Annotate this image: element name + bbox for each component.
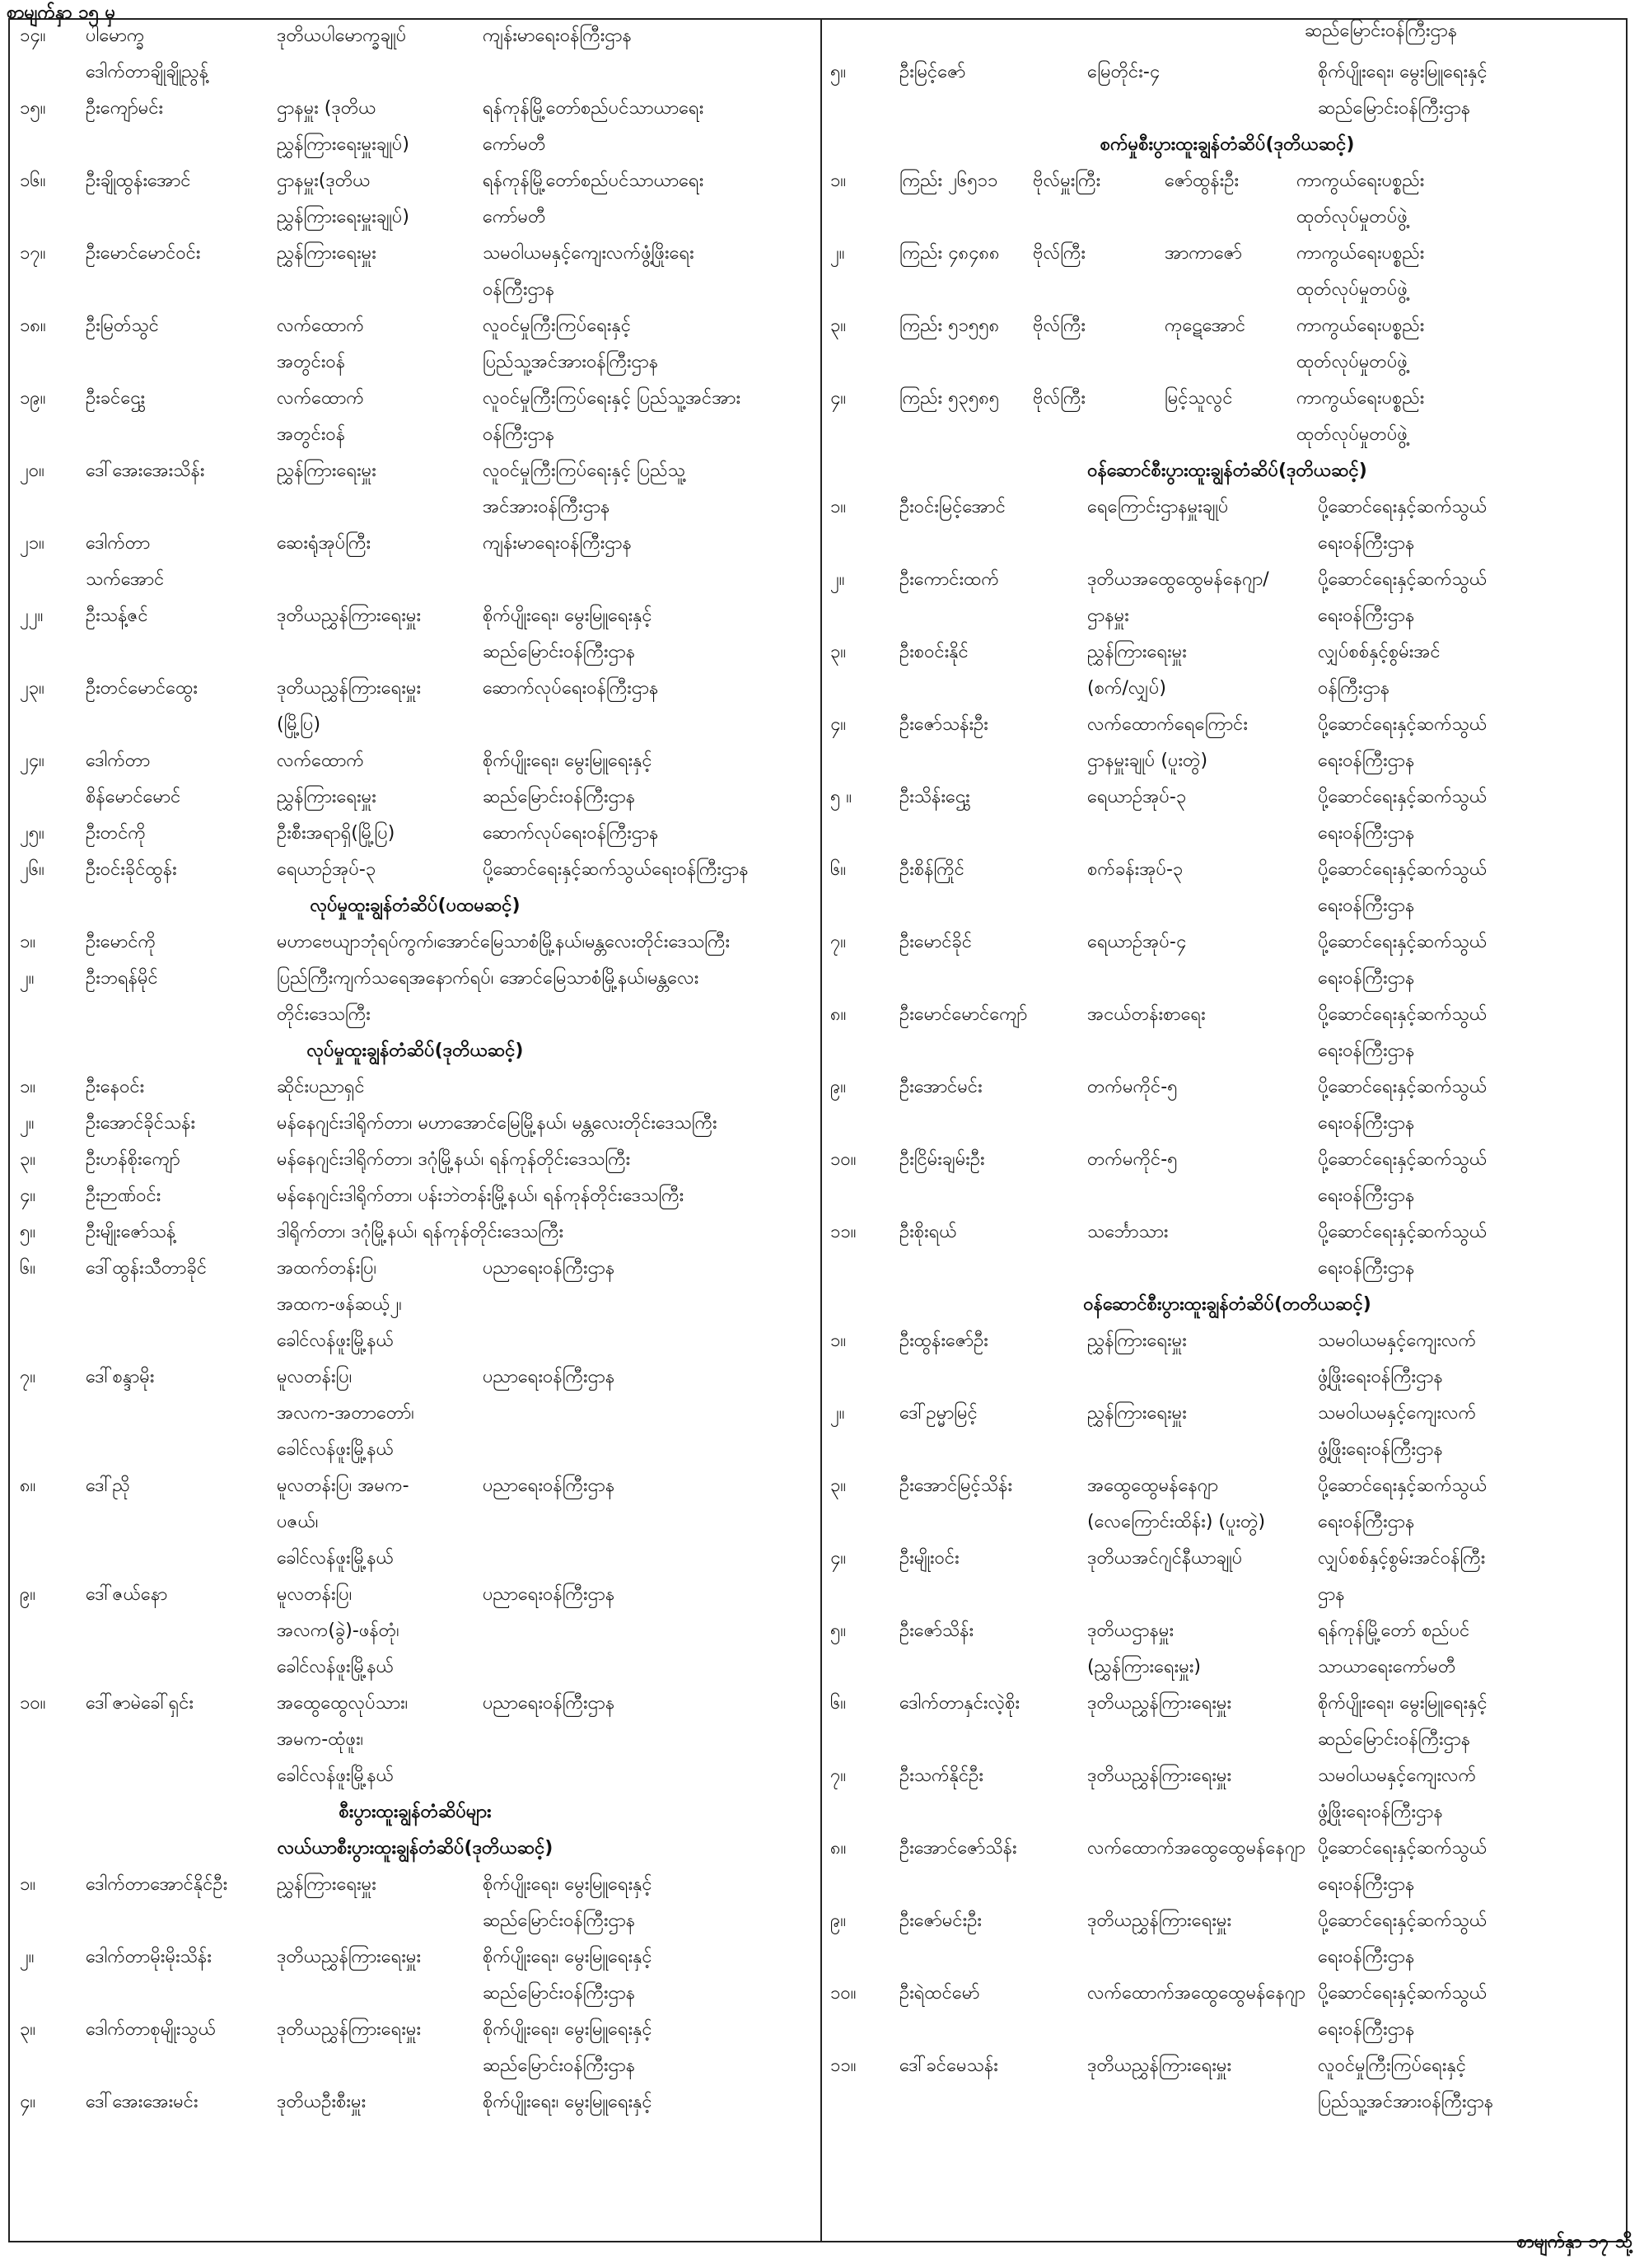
cell-name: ဒေါ်အေးအေးမင်း (86, 2092, 198, 2112)
cell-pos: လက်ထောက် ညွှန်ကြားရေးမှူး (277, 751, 376, 807)
table-row (830, 1686, 1624, 1758)
cell-name: ဒေါ်ဥမ္မာမြင့် (899, 1403, 978, 1424)
cell-dept: ရန်ကုန်မြို့တော်စည်ပင်သာယာရေး ကော်မတီ (483, 98, 704, 155)
table-row (20, 671, 810, 743)
table-row (830, 2048, 1624, 2121)
cell-no: ၂၆။ (20, 859, 44, 880)
cell-no: ၉။ (830, 1910, 847, 1931)
table-row (830, 381, 1624, 453)
table-row (830, 1142, 1624, 1214)
cell-dept: သမဝါယမနှင့်ကျေးလက် ဖွံ့ဖြိုးရေးဝန်ကြီးဌာန (1318, 1765, 1477, 1822)
cell-name: ဦးသက်နိုင်ဦး (899, 1765, 983, 1786)
cell-pos: ညွှန်ကြားရေးမှူး (277, 243, 376, 264)
cell-pos: မြေတိုင်း-၄ (1087, 62, 1161, 82)
cell-pos: ဒုတိယညွှန်ကြားရေးမှူး (1087, 2055, 1232, 2076)
cell-dept: ရန်ကုန်မြို့တော် စည်ပင် သာယာရေးကော်မတီ (1318, 1620, 1470, 1677)
left-column (20, 18, 810, 2121)
cell-dept: ပို့ဆောင်ရေးနှင့်ဆက်သွယ် ရေးဝန်ကြီးဌာန (1318, 569, 1488, 626)
cell-dept: လူဝင်မှုကြီးကြပ်ရေးနှင့် ပြည်သူ့အင်အားဝန်ကြီးဌာန (483, 316, 659, 372)
cell-dept: ကျန်းမာရေးဝန်ကြီးဌာန (483, 533, 632, 554)
table-row (830, 1396, 1624, 1468)
cell-name: ဦးချိုထွန်းအောင် (86, 171, 191, 191)
table-row (20, 236, 810, 308)
column-divider (820, 18, 822, 2242)
cell-dept: လူဝင်မှုကြီးကြပ်ရေးနှင့် ပြည်သူ့အင်အား ဝန်ကြီးဌာန (483, 388, 741, 445)
cell-no: ၅ ။ (830, 787, 852, 807)
cell-name: ဦးသန့်ဇင် (86, 606, 148, 626)
cell-dept: ကာကွယ်ရေးပစ္စည်း ထုတ်လုပ်မှုတပ်ဖွဲ့ (1296, 171, 1425, 227)
spacer-top (830, 18, 1624, 54)
table-row (830, 1214, 1624, 1287)
cell-dept: ပို့ဆောင်ရေးနှင့်ဆက်သွယ် ရေးဝန်ကြီးဌာန (1318, 1475, 1488, 1532)
cell-name: ဦးကျော်မင်း (86, 98, 164, 119)
table-row (20, 1142, 810, 1178)
cell-pos: ညွှန်ကြားရေးမှူး (1087, 1330, 1187, 1351)
cell-id: ကြည်း ၂၆၅၁၁ (899, 171, 998, 191)
cell-no: ၁၈။ (20, 316, 46, 336)
table-row (830, 1976, 1624, 2048)
cell-pos: ရေယာဉ်အုပ်-၃ (277, 859, 376, 880)
cell-no: ၃။ (20, 1149, 36, 1170)
cell-dept: စိုက်ပျိုးရေး၊ မွေးမြူရေးနှင့် ဆည်မြောင်းဝန်ကြီးဌာန (483, 2019, 652, 2076)
table-row (830, 1468, 1624, 1541)
cell-name: ဦးဝင်းမြင့်အောင် (899, 497, 1006, 517)
cell-pos: ဒုတိယညွှန်ကြားရေးမှူး (1087, 1765, 1232, 1786)
cell-pos: စက်ခန်းအုပ်-၃ (1087, 859, 1184, 880)
table-row (830, 1069, 1624, 1142)
cell-name: ဦးထွန်းဇော်ဦး (899, 1330, 988, 1351)
continued-to: စာမျက်နှာ ၁၇ သို့ (1516, 2232, 1632, 2252)
cell-dept: သမဝါယမနှင့်ကျေးလက် ဖွံ့ဖြိုးရေးဝန်ကြီးဌာန (1318, 1403, 1477, 1460)
cell-name: ဒေါ်ဇာမဲခေါ်ရှင်း (86, 1693, 194, 1714)
table-row (20, 1178, 810, 1214)
cell-no: ၂၅။ (20, 823, 44, 844)
cell-no: ၈။ (830, 1838, 847, 1859)
cell-no: ၂။ (830, 243, 845, 264)
cell-dept: ရန်ကုန်မြို့တော်စည်ပင်သာယာရေး ကော်မတီ (483, 171, 704, 227)
cell-name: ဦးခင်ဌွေး (86, 388, 146, 409)
cell-dept: ပို့ဆောင်ရေးနှင့်ဆက်သွယ် ရေးဝန်ကြီးဌာန (1318, 932, 1488, 989)
cell-desc: မန်နေဂျင်းဒါရိုက်တာ၊ မဟာအောင်မြေမြို့နယ်၊ မန္တလေးတိုင်းဒေသကြီး (277, 1113, 717, 1134)
table-row (20, 743, 810, 816)
cell-no: ၁။ (830, 497, 847, 517)
cell-pos: ဦးစီးအရာရှိ(မြို့ပြ) (277, 823, 395, 844)
cell-name: ဦးစိန်ကြိုင် (899, 859, 964, 880)
cell-pos: အငယ်တန်းစာရေး (1087, 1004, 1206, 1025)
cell-name: ဒေါက်တာနှင်းလဲ့စိုး (899, 1693, 1020, 1714)
cell-name: ဦးအောင်မြင့်သိန်း (899, 1475, 1013, 1496)
table-row (20, 1214, 810, 1251)
cell-dept: စိုက်ပျိုးရေး၊ မွေးမြူရေးနှင့် ဆည်မြောင်းဝန်ကြီးဌာန (483, 751, 652, 807)
cell-name: ဒေါ်ဇယ်နော (86, 1584, 168, 1605)
cell-dept: ပို့ဆောင်ရေးနှင့်ဆက်သွယ် ရေးဝန်ကြီးဌာန (1318, 1910, 1488, 1967)
cell-dept: ပို့ဆောင်ရေးနှင့်ဆက်သွယ် ရေးဝန်ကြီးဌာန (1318, 1149, 1488, 1206)
cell-desc: မဟာဗေယျာဘုံရပ်ကွက်၊အောင်မြေသာစံမြို့နယ်၊မန္တလေးတိုင်းဒေသကြီး (277, 932, 731, 952)
cell-pos: ညွှန်ကြားရေးမှူး (277, 461, 376, 481)
cell-no: ၁၁။ (830, 1222, 857, 1242)
cell-pos: ဒုတိယဌာနမှူး (ညွှန်ကြားရေးမှူး) (1087, 1620, 1201, 1677)
cell-pos: လက်ထောက် အတွင်းဝန် (277, 388, 364, 445)
cell-dept: ပညာရေးဝန်ကြီးဌာန (483, 1584, 615, 1605)
cell-pos: မူလတန်းပြ၊ အမက- ပဇယ်၊ ခေါင်လန်ဖူးမြို့နယ် (277, 1475, 409, 1569)
cell-rank: ဗိုလ်ကြီး (1033, 316, 1086, 336)
cell-id: ကြည်း ၄၈၄၈၈ (899, 243, 1000, 264)
cell-pos: ဒုတိယညွှန်ကြားရေးမှူး (1087, 1693, 1232, 1714)
cell-id: ကြည်း ၅၁၅၅၈ (899, 316, 1000, 336)
cell-dept: စိုက်ပျိုးရေး၊ မွေးမြူရေးနှင့် ဆည်မြောင်းဝန်ကြီးဌာန (1318, 62, 1488, 119)
cell-desc: မန်နေဂျင်းဒါရိုက်တာ၊ ဒဂုံမြို့နယ်၊ ရန်ကုန်တိုင်းဒေသကြီး (277, 1149, 631, 1170)
table-row (830, 236, 1624, 308)
cell-no: ၂၄။ (20, 751, 44, 771)
table-row (830, 1758, 1624, 1831)
table-row (20, 598, 810, 671)
cell-no: ၇။ (830, 932, 847, 952)
cell-name: ဦးမောင်မောင်ဝင်း (86, 243, 201, 264)
cell-name: ဦးအောင်မင်း (899, 1077, 983, 1097)
cell-pos: တက်မကိုင်-၅ (1087, 1077, 1178, 1097)
cell-rank: ဗိုလ်ကြီး (1033, 388, 1086, 409)
cell-id: ကြည်း ၅၃၅၈၅ (899, 388, 1000, 409)
section-heading: ဝန်ဆောင်စီးပွားထူးချွန်တံဆိပ်(တတိယဆင့်) (1083, 1294, 1371, 1315)
cell-name: ဦးနေဝင်း (86, 1077, 145, 1097)
cell-pos: ရေယာဉ်အုပ်-၃ (1087, 787, 1187, 807)
cell-no: ၂၃။ (20, 678, 44, 699)
cell-no: ၄။ (830, 388, 847, 409)
section-heading: စက်မှုစီးပွားထူးချွန်တံဆိပ်(ဒုတိယဆင့်) (1100, 134, 1355, 155)
cell-name: ဒေါက်တာ သက်အောင် (86, 533, 165, 590)
cell-name: ဒေါက်တာအောင်နိုင်ဦး (86, 1874, 228, 1895)
table-row (830, 997, 1624, 1069)
cell-name: ဦးဇော်မင်းဦး (899, 1910, 983, 1931)
cell-name: ဒေါက်တာ စိန်မောင်မောင် (86, 751, 181, 807)
cell-dept: သမဝါယမနှင့်ကျေးလက်ဖွံ့ဖြိုးရေး ဝန်ကြီးဌာန (483, 243, 694, 300)
cell-name: ဒေါ်အေးအေးသိန်း (86, 461, 205, 481)
cell-dept: ပို့ဆောင်ရေးနှင့်ဆက်သွယ် ရေးဝန်ကြီးဌာန (1318, 714, 1488, 771)
cell-no: ၂၂။ (20, 606, 44, 626)
cell-name: ဦးမောင်ကို (86, 932, 156, 952)
cell-no: ၁။ (830, 171, 847, 191)
cell-pos: ဒုတိယအင်ဂျင်နီယာချုပ် (1087, 1548, 1243, 1569)
cell-no: ၇။ (830, 1765, 847, 1786)
cell-no: ၂။ (20, 968, 35, 989)
cell-dept: ပညာရေးဝန်ကြီးဌာန (483, 1258, 615, 1279)
cell-name: ဦးမြင့်ဇော် (899, 62, 966, 82)
cell-pos: တက်မကိုင်-၅ (1087, 1149, 1178, 1170)
cell-no: ၂။ (830, 569, 845, 590)
cell-pos: ညွှန်ကြားရေးမှူး (စက်/လျှပ်) (1087, 642, 1187, 699)
cell-dept: သမဝါယမနှင့်ကျေးလက် ဖွံ့ဖြိုးရေးဝန်ကြီးဌာန (1318, 1330, 1477, 1387)
table-row (830, 634, 1624, 707)
cell-pos: အထွေထွေလုပ်သား၊ အမက-ထုံဖူး၊ ခေါင်လန်ဖူးမြို့နယ် (277, 1693, 409, 1786)
cell-name: ဦးဟန်စိုးကျော် (86, 1149, 180, 1170)
cell-dept: ပို့ဆောင်ရေးနှင့်ဆက်သွယ် ရေးဝန်ကြီးဌာန (1318, 1004, 1488, 1061)
cell-dept: ပညာရေးဝန်ကြီးဌာန (483, 1693, 615, 1714)
cell-pos: ဒုတိယဦးစီးမှူး (277, 2092, 367, 2112)
cell-dept: စိုက်ပျိုးရေး၊ မွေးမြူရေးနှင့် (483, 2092, 652, 2112)
cell-name: ဒေါက်တာစုမျိုးသွယ် (86, 2019, 217, 2040)
cell-pos: ဌာနမှူး(ဒုတိယ ညွှန်ကြားရေးမှူးချုပ်) (277, 171, 409, 227)
cell-no: ၇။ (20, 1367, 36, 1387)
cell-no: ၁၉။ (20, 388, 46, 409)
cell-no: ၃။ (830, 642, 847, 662)
table-row (20, 1939, 810, 2012)
cell-no: ၁။ (20, 932, 36, 952)
section-heading: ဝန်ဆောင်စီးပွားထူးချွန်တံဆိပ်(ဒုတိယဆင့်) (1087, 461, 1367, 481)
cell-pos: ဒုတိယအထွေထွေမန်နေဂျာ/ ဌာနမှူး (1087, 569, 1269, 626)
cell-no: ၁၅။ (20, 98, 46, 119)
cell-no: ၄။ (20, 1185, 36, 1206)
cell-pos: အထက်တန်းပြ၊ အထက-ဖန်ဆယ့်၂၊ ခေါင်လန်ဖူးမြို့နယ် (277, 1258, 402, 1351)
cell-no: ၁၇။ (20, 243, 46, 264)
cell-no: ၆။ (830, 859, 847, 880)
cell-name: ဦးတင်ကို (86, 823, 146, 844)
cell-name: ဦးဇော်သိန်း (899, 1620, 974, 1641)
cell-no: ၁၄။ (20, 26, 46, 46)
cell-no: ၂။ (20, 1113, 35, 1134)
cell-dept: ပို့ဆောင်ရေးနှင့်ဆက်သွယ် ရေးဝန်ကြီးဌာန (1318, 1077, 1488, 1134)
table-row (20, 308, 810, 381)
table-row (830, 779, 1624, 852)
table-row (830, 1613, 1624, 1686)
section-heading: လယ်ယာစီးပွားထူးချွန်တံဆိပ်(ဒုတိယဆင့်) (277, 1838, 553, 1859)
carryover-line: ဆည်မြောင်းဝန်ကြီးဌာန (1305, 21, 1458, 41)
table-row (20, 526, 810, 598)
section-heading: လုပ်မှုထူးချွန်တံဆိပ်(ပထမဆင့်) (310, 896, 521, 916)
cell-no: ၁၀။ (830, 1149, 857, 1170)
cell-dept: ပညာရေးဝန်ကြီးဌာန (483, 1367, 615, 1387)
cell-pos: သင်္ဘောသား (1087, 1222, 1169, 1242)
cell-pos: ဒုတိယညွှန်ကြားရေးမှူး (1087, 1910, 1232, 1931)
cell-name: ဦးအောင်ခိုင်သန်း (86, 1113, 196, 1134)
right-column (830, 18, 1624, 2121)
cell-dept: ကျန်းမာရေးဝန်ကြီးဌာန (483, 26, 632, 46)
table-row (20, 2012, 810, 2084)
table-row (20, 453, 810, 526)
cell-no: ၁၀။ (830, 1983, 857, 2004)
cell-pos: လက်ထောက်အထွေထွေမန်နေဂျာ (1087, 1983, 1305, 2004)
cell-pos: ရေယာဉ်အုပ်-၄ (1087, 932, 1187, 952)
cell-pos: ဒုတိယညွှန်ကြားရေးမှူး (မြို့ပြ) (277, 678, 422, 735)
cell-dept: စိုက်ပျိုးရေး၊ မွေးမြူရေးနှင့် ဆည်မြောင်းဝန်ကြီးဌာန (483, 1874, 652, 1931)
cell-desc: ပြည်ကြီးကျက်သရေအနောက်ရပ်၊ အောင်မြေသာစံမြို့နယ်၊မန္တလေး တိုင်းဒေသကြီး (277, 968, 699, 1025)
cell-no: ၄။ (20, 2092, 36, 2112)
cell-no: ၁။ (20, 1874, 36, 1895)
cell-no: ၃။ (830, 316, 847, 336)
table-row (20, 381, 810, 453)
cell-no: ၉။ (20, 1584, 36, 1605)
cell-name: ပါမောက္ခ ဒေါက်တာချိုချိုညွန့် (86, 26, 209, 82)
cell-no: ၂၀။ (20, 461, 44, 481)
cell-name: အာကာဇော် (1165, 243, 1242, 264)
cell-no: ၆။ (830, 1693, 847, 1714)
table-row (830, 489, 1624, 562)
table-row (20, 961, 810, 1033)
cell-dept: ပို့ဆောင်ရေးနှင့်ဆက်သွယ် ရေးဝန်ကြီးဌာန (1318, 1983, 1488, 2040)
cell-desc: ဒါရိုက်တာ၊ ဒဂုံမြို့နယ်၊ ရန်ကုန်တိုင်းဒေသကြီး (277, 1222, 564, 1242)
cell-dept: ပို့ဆောင်ရေးနှင့်ဆက်သွယ်ရေးဝန်ကြီးဌာန (483, 859, 749, 880)
cell-pos: ညွှန်ကြားရေးမှူး (277, 1874, 376, 1895)
cell-name: ဒေါ်စန္ဒာမိုး (86, 1367, 155, 1387)
cell-dept: ပို့ဆောင်ရေးနှင့်ဆက်သွယ် ရေးဝန်ကြီးဌာန (1318, 1222, 1488, 1279)
cell-no: ၃။ (830, 1475, 847, 1496)
cell-pos: လက်ထောက် အတွင်းဝန် (277, 316, 364, 372)
cell-name: ဦးဉာဏ်ဝင်း (86, 1185, 161, 1206)
cell-no: ၄။ (830, 1548, 847, 1569)
cell-pos: ဒုတိယပါမောက္ခချုပ် (277, 26, 407, 46)
table-row (20, 1069, 810, 1106)
cell-no: ၅။ (20, 1222, 36, 1242)
cell-dept: လျှပ်စစ်နှင့်စွမ်းအင်ဝန်ကြီး ဌာန (1318, 1548, 1486, 1605)
cell-name: ဦးဘရန်မိုင် (86, 968, 158, 989)
table-row (20, 163, 810, 236)
cell-dept: စိုက်ပျိုးရေး၊ မွေးမြူရေးနှင့် ဆည်မြောင်းဝန်ကြီးဌာန (1318, 1693, 1488, 1750)
cell-pos: ရေကြောင်းဌာနမှူးချုပ် (1087, 497, 1229, 517)
table-row (20, 18, 810, 91)
table-row (20, 1867, 810, 1939)
cell-name: ဦးစဝင်းနိုင် (899, 642, 969, 662)
cell-dept: ပညာရေးဝန်ကြီးဌာန (483, 1475, 615, 1496)
table-row (20, 924, 810, 961)
cell-name: ဒေါ်ညို (86, 1475, 130, 1496)
cell-rank: ဗိုလ်မှူးကြီး (1033, 171, 1101, 191)
cell-pos: မူလတန်းပြ၊ အလက(ခွဲ)-ဖန်တုံ၊ ခေါင်လန်ဖူးမြို့နယ် (277, 1584, 399, 1677)
cell-desc: ဆိုင်းပညာရှင် (277, 1077, 365, 1097)
table-row (20, 1577, 810, 1686)
cell-dept: ပို့ဆောင်ရေးနှင့်ဆက်သွယ် ရေးဝန်ကြီးဌာန (1318, 1838, 1488, 1895)
table-row (830, 1831, 1624, 1903)
table-row (830, 924, 1624, 997)
cell-dept: လျှပ်စစ်နှင့်စွမ်းအင် ဝန်ကြီးဌာန (1318, 642, 1441, 699)
cell-dept: လူဝင်မှုကြီးကြပ်ရေးနှင့် ပြည်သူ့အင်အားဝန်ကြီးဌာန (1318, 2055, 1494, 2112)
table-row (20, 91, 810, 163)
cell-no: ၁။ (20, 1077, 36, 1097)
section-heading: စီးပွားထူးချွန်တံဆိပ်များ (339, 1802, 492, 1822)
table-row (830, 308, 1624, 381)
cell-name: မြင့်သူလွင် (1165, 388, 1233, 409)
cell-dept: ကာကွယ်ရေးပစ္စည်း ထုတ်လုပ်မှုတပ်ဖွဲ့ (1296, 388, 1425, 445)
cell-name: ဦးရဲထင်မော် (899, 1983, 980, 2004)
cell-no: ၈။ (830, 1004, 847, 1025)
cell-name: ဦးမောင်မောင်ကျော် (899, 1004, 1028, 1025)
cell-dept: စိုက်ပျိုးရေး၊ မွေးမြူရေးနှင့် ဆည်မြောင်းဝန်ကြီးဌာန (483, 1947, 652, 2004)
cell-dept: ပို့ဆောင်ရေးနှင့်ဆက်သွယ် ရေးဝန်ကြီးဌာန (1318, 859, 1488, 916)
cell-no: ၄။ (830, 714, 847, 735)
cell-name: ဦးမောင်ခိုင် (899, 932, 973, 952)
cell-dept: ကာကွယ်ရေးပစ္စည်း ထုတ်လုပ်မှုတပ်ဖွဲ့ (1296, 243, 1425, 300)
table-row (830, 163, 1624, 236)
cell-no: ၈။ (20, 1475, 36, 1496)
cell-no: ၅။ (830, 1620, 847, 1641)
cell-name: ဒေါ်ခင်မေသန်း (899, 2055, 998, 2076)
cell-name: ဦးငြိမ်းချမ်းဦး (899, 1149, 985, 1170)
cell-pos: ဆေးရုံအုပ်ကြီး (277, 533, 371, 554)
cell-pos: လက်ထောက်ရေကြောင်း ဌာနမှူးချုပ် (ပူးတွဲ) (1087, 714, 1248, 771)
cell-pos: လက်ထောက်အထွေထွေမန်နေဂျာ (1087, 1838, 1305, 1859)
cell-dept: ကာကွယ်ရေးပစ္စည်း ထုတ်လုပ်မှုတပ်ဖွဲ့ (1296, 316, 1425, 372)
table-row (20, 1686, 810, 1794)
cell-no: ၅။ (830, 62, 847, 82)
table-row (20, 1468, 810, 1577)
cell-name: ဒေါက်တာမိုးမိုးသိန်း (86, 1947, 212, 1967)
cell-rank: ဗိုလ်ကြီး (1033, 243, 1086, 264)
table-row (20, 1106, 810, 1142)
cell-name: ဦးမြတ်သွင် (86, 316, 159, 336)
cell-name: ဦးသိန်းဌွေး (899, 787, 970, 807)
cell-dept: ပို့ဆောင်ရေးနှင့်ဆက်သွယ် ရေးဝန်ကြီးဌာန (1318, 497, 1488, 554)
cell-dept: ဆောက်လုပ်ရေးဝန်ကြီးဌာန (483, 823, 659, 844)
cell-no: ၁၁။ (830, 2055, 857, 2076)
cell-name: ဦးဝင်းခိုင်ထွန်း (86, 859, 177, 880)
cell-no: ၉။ (830, 1077, 847, 1097)
cell-name: ကုဋေအောင် (1165, 316, 1246, 336)
section-heading: လုပ်မှုထူးချွန်တံဆိပ်(ဒုတိယဆင့်) (306, 1040, 524, 1061)
cell-no: ၁၀။ (20, 1693, 46, 1714)
cell-no: ၂။ (830, 1403, 845, 1424)
cell-desc: မန်နေဂျင်းဒါရိုက်တာ၊ ပန်းဘဲတန်းမြို့နယ်၊ ရန်ကုန်တိုင်းဒေသကြီး (277, 1185, 684, 1206)
cell-pos: ဌာနမှူး (ဒုတိယ ညွှန်ကြားရေးမှူးချုပ်) (277, 98, 409, 155)
cell-name: ဇော်ထွန်းဦး (1165, 171, 1240, 191)
cell-pos: ဒုတိယညွှန်ကြားရေးမှူး (277, 606, 422, 626)
cell-name: ဦးမျိုးဇော်သန့် (86, 1222, 176, 1242)
table-row (830, 562, 1624, 634)
table-row (830, 1903, 1624, 1976)
continued-from: စာမျက်နှာ ၁၅ မှ (7, 2, 116, 23)
cell-no: ၃။ (20, 2019, 36, 2040)
cell-name: ဦးကောင်းထက် (899, 569, 999, 590)
cell-name: ဦးမျိုးဝင်း (899, 1548, 960, 1569)
table-row (20, 1359, 810, 1468)
cell-dept: ဆောက်လုပ်ရေးဝန်ကြီးဌာန (483, 678, 659, 699)
cell-pos: မူလတန်းပြ၊ အလက-အတာတော်၊ ခေါင်လန်ဖူးမြို့နယ် (277, 1367, 414, 1460)
table-row (830, 1541, 1624, 1613)
cell-no: ၂။ (20, 1947, 35, 1967)
cell-pos: အထွေထွေမန်နေဂျာ (လေကြောင်းထိန်း) (ပူးတွဲ) (1087, 1475, 1266, 1532)
table-row (830, 707, 1624, 779)
cell-name: ဦးစိုးရယ် (899, 1222, 957, 1242)
cell-name: ဦးအောင်ဇော်သိန်း (899, 1838, 1017, 1859)
table-row (20, 2084, 810, 2121)
cell-dept: ပို့ဆောင်ရေးနှင့်ဆက်သွယ် ရေးဝန်ကြီးဌာန (1318, 787, 1488, 844)
cell-no: ၁၆။ (20, 171, 46, 191)
table-row (830, 852, 1624, 924)
cell-pos: ဒုတိယညွှန်ကြားရေးမှူး (277, 2019, 422, 2040)
cell-dept: လူဝင်မှုကြီးကြပ်ရေးနှင့် ပြည်သူ့ အင်အားဝန်ကြီးဌာန (483, 461, 685, 517)
cell-dept: စိုက်ပျိုးရေး၊ မွေးမြူရေးနှင့် ဆည်မြောင်းဝန်ကြီးဌာန (483, 606, 652, 662)
table-row (20, 1251, 810, 1359)
cell-pos: ညွှန်ကြားရေးမှူး (1087, 1403, 1187, 1424)
table-row (20, 816, 810, 852)
cell-no: ၁။ (830, 1330, 847, 1351)
table-row (830, 54, 1624, 127)
table-row (20, 852, 810, 888)
cell-name: ဦးဇော်သန်းဦး (899, 714, 988, 735)
cell-no: ၆။ (20, 1258, 36, 1279)
cell-name: ဒေါ်ထွန်းသီတာခိုင် (86, 1258, 208, 1279)
cell-no: ၂၁။ (20, 533, 44, 554)
cell-pos: ဒုတိယညွှန်ကြားရေးမှူး (277, 1947, 422, 1967)
cell-name: ဦးတင်မောင်ထွေး (86, 678, 198, 699)
table-row (830, 1323, 1624, 1396)
